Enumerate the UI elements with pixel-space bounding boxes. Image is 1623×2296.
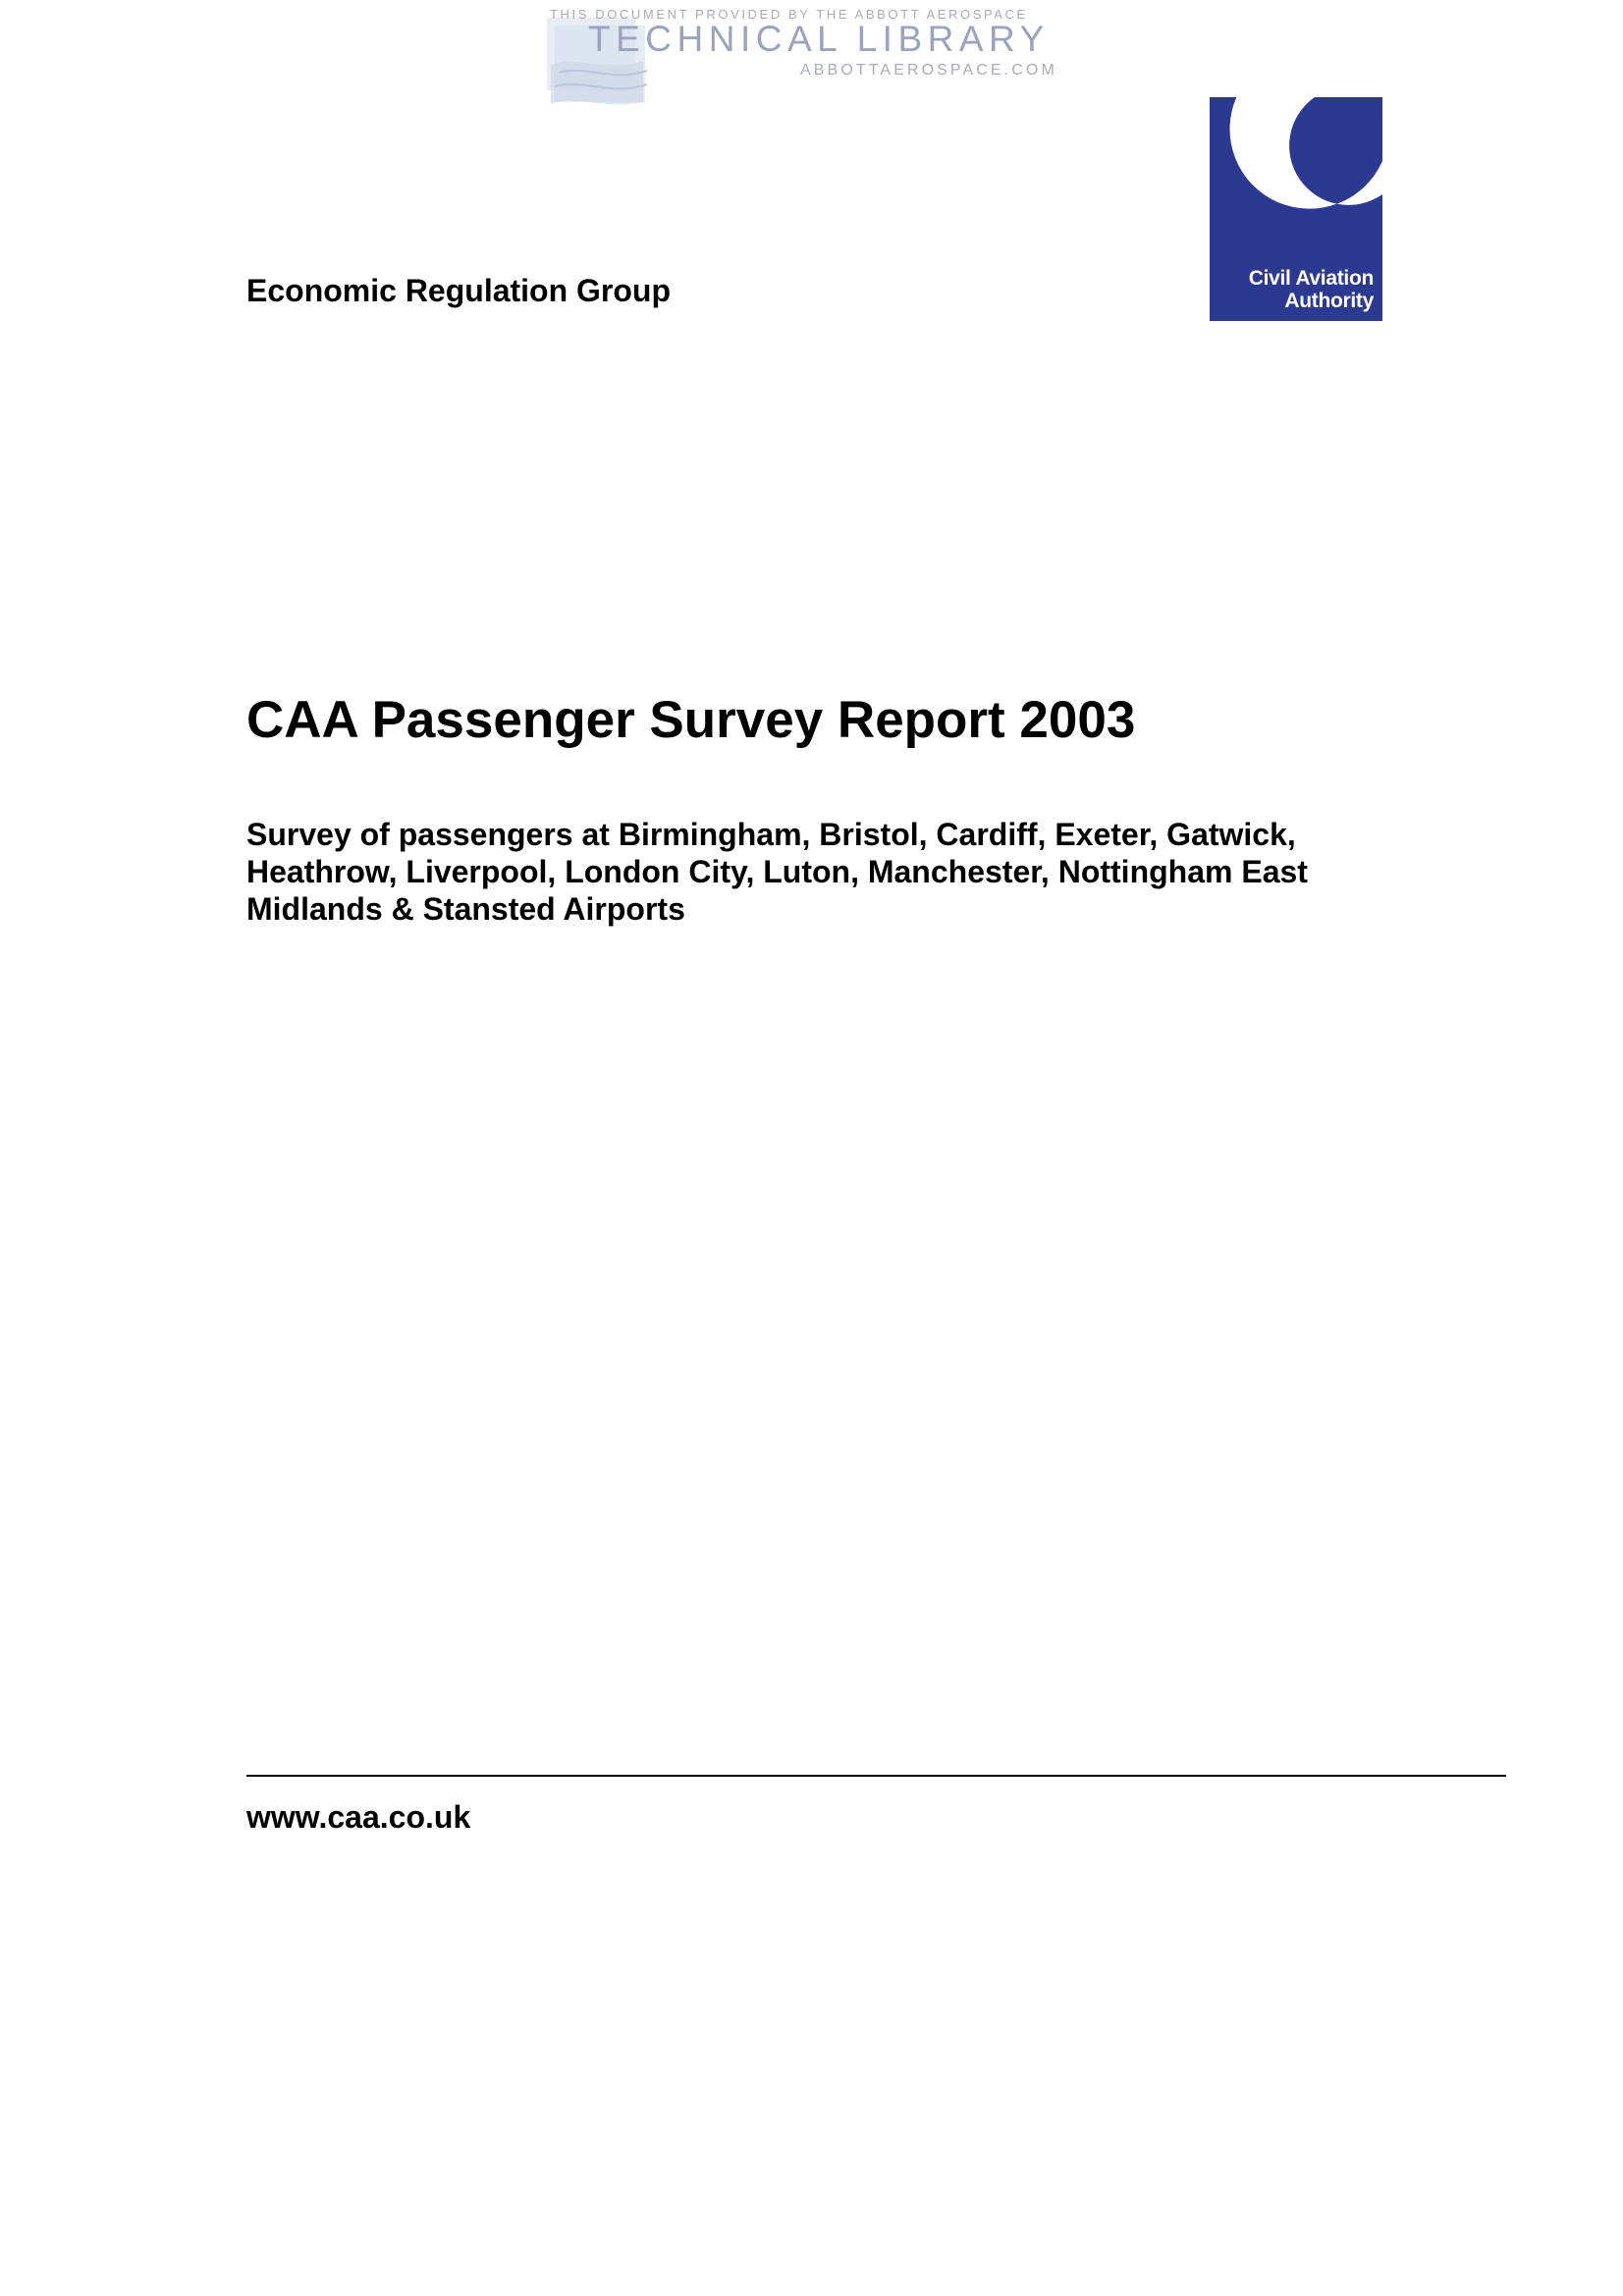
watermark-website-text: ABBOTTAEROSPACE.COM <box>800 62 1057 79</box>
report-subtitle: Survey of passengers at Birmingham, Bristol, Cardiff, Exeter, Gatwick, Heathrow, Liverpool, London City, Luton, Manchester, Nottingham East Midlands & Stansted Airports <box>246 817 1308 927</box>
report-title: CAA Passenger Survey Report 2003 <box>246 691 1136 749</box>
caa-logo <box>1210 97 1382 321</box>
watermark-technical-library-text: TECHNICAL LIBRARY <box>588 19 1050 59</box>
footer-website-url: www.caa.co.uk <box>246 1799 471 1835</box>
group-name: Economic Regulation Group <box>246 273 672 308</box>
caa-logo-wordmark <box>1249 267 1374 312</box>
logo-line-authority: Authority <box>1284 290 1374 312</box>
logo-line-civil-aviation: Civil Aviation <box>1248 267 1374 290</box>
watermark-provided-by-text: THIS DOCUMENT PROVIDED BY THE ABBOTT AEROSPACE <box>550 7 1028 22</box>
footer-divider <box>246 1775 1506 1777</box>
abbott-aerospace-watermark <box>545 4 1065 114</box>
